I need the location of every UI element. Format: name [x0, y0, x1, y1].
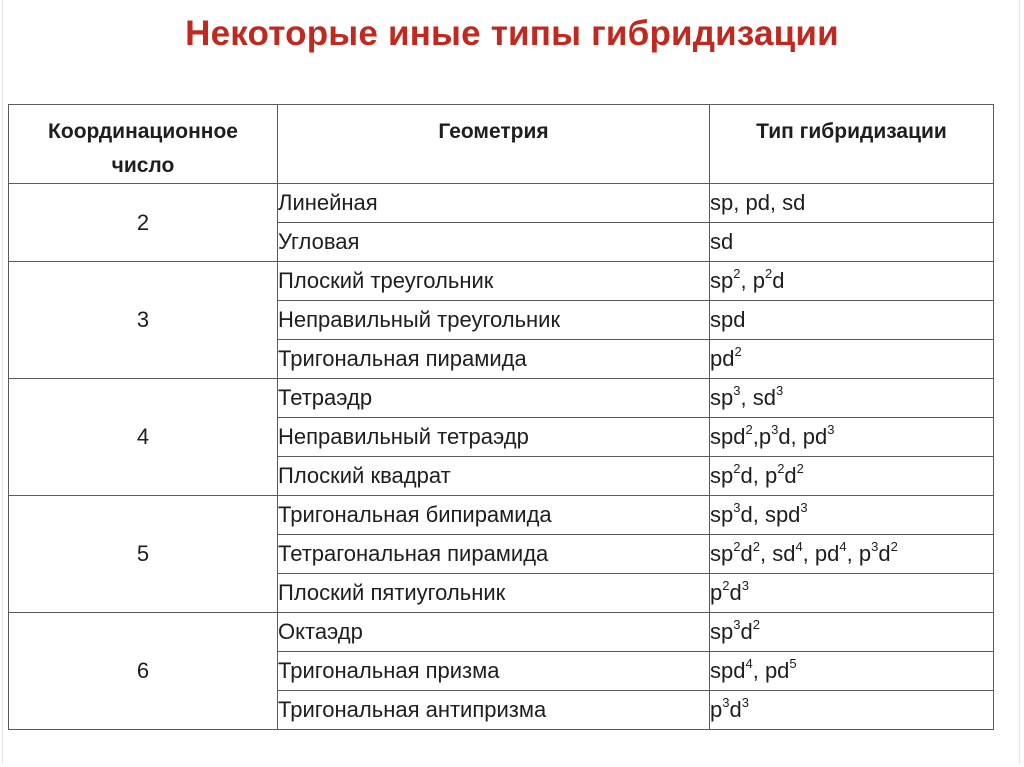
- geometry-cell: Плоский треугольник: [278, 262, 710, 301]
- hybridization-text: , sd: [740, 385, 776, 410]
- geometry-cell: Тетраэдр: [278, 379, 710, 418]
- hybridization-text: sp: [710, 385, 734, 410]
- hybridization-text: spd: [710, 307, 746, 332]
- hybridization-text: ,p: [752, 424, 772, 449]
- hybridization-type-cell: [710, 301, 994, 340]
- slide-title: Некоторые иные типы гибридизации: [185, 14, 839, 53]
- hybridization-text: , pd: [752, 658, 790, 683]
- hybridization-superscript: 2: [745, 421, 753, 437]
- table-row: [9, 496, 994, 535]
- hybridization-superscript: 2: [733, 265, 741, 281]
- coordination-number-cell: 4: [9, 379, 278, 496]
- hybridization-text: , pd: [802, 541, 840, 566]
- table-row: [9, 613, 994, 652]
- table-header-row: [9, 105, 994, 184]
- header-coordination-number: Координационное число: [9, 105, 278, 184]
- geometry-cell: Тригональная призма: [278, 652, 710, 691]
- hybridization-text: p: [710, 580, 723, 605]
- hybridization-text: d: [784, 463, 797, 488]
- hybridization-text: sp: [710, 619, 734, 644]
- hybridization-superscript: 3: [771, 421, 779, 437]
- geometry-cell: Неправильный тетраэдр: [278, 418, 710, 457]
- hybridization-text: d: [729, 580, 742, 605]
- hybridization-type-cell: [710, 262, 994, 301]
- hybridization-text: , p: [740, 268, 765, 293]
- hybridization-text: sp: [710, 463, 734, 488]
- hybridization-text: p: [710, 697, 723, 722]
- hybridization-type-cell: [710, 613, 994, 652]
- hybridization-superscript: 3: [741, 577, 749, 593]
- hybridization-type-cell: [710, 652, 994, 691]
- hybridization-superscript: 3: [733, 499, 741, 515]
- geometry-cell: Тригональная пирамида: [278, 340, 710, 379]
- hybridization-superscript: 2: [796, 460, 804, 476]
- hybridization-superscript: 2: [734, 343, 742, 359]
- geometry-cell: Тригональная бипирамида: [278, 496, 710, 535]
- hybridization-type-cell: [710, 340, 994, 379]
- coordination-number-cell: 3: [9, 262, 278, 379]
- hybridization-type-cell: [710, 379, 994, 418]
- hybridization-superscript: 2: [764, 265, 773, 281]
- coordination-number-cell: 2: [9, 184, 278, 262]
- hybridization-text: d: [740, 541, 753, 566]
- geometry-cell: Октаэдр: [278, 613, 710, 652]
- hybridization-text: spd: [710, 424, 746, 449]
- hybridization-text: d: [878, 541, 891, 566]
- hybridization-superscript: 2: [752, 538, 760, 554]
- hybridization-superscript: 3: [827, 421, 835, 437]
- hybridization-text: sp: [710, 268, 734, 293]
- header-hybridization-type: Тип гибридизации: [710, 105, 994, 184]
- hybridization-superscript: 4: [795, 538, 803, 554]
- hybridization-type-cell: [710, 691, 994, 730]
- table-row: [9, 379, 994, 418]
- hybridization-superscript: 3: [722, 694, 730, 710]
- hybridization-text: d, spd: [740, 502, 801, 527]
- geometry-cell: Плоский пятиугольник: [278, 574, 710, 613]
- table-row: [9, 184, 994, 223]
- hybridization-superscript: 3: [800, 499, 808, 515]
- geometry-cell: Угловая: [278, 223, 710, 262]
- table-row: [9, 262, 994, 301]
- hybridization-superscript: 3: [775, 382, 784, 398]
- geometry-cell: Тригональная антипризма: [278, 691, 710, 730]
- hybridization-superscript: 3: [741, 694, 749, 710]
- hybridization-text: spd: [710, 658, 746, 683]
- header-geometry: Геометрия: [278, 105, 710, 184]
- hybridization-superscript: 2: [890, 538, 898, 554]
- hybridization-superscript: 3: [733, 382, 741, 398]
- hybridization-superscript: 2: [733, 460, 741, 476]
- hybridization-text: pd: [710, 346, 735, 371]
- hybridization-text: d: [772, 268, 785, 293]
- hybridization-text: d: [729, 697, 742, 722]
- hybridization-text: sp: [710, 502, 734, 527]
- hybridization-text: , sd: [759, 541, 796, 566]
- geometry-cell: Плоский квадрат: [278, 457, 710, 496]
- table-body: [9, 184, 994, 730]
- hybridization-text: sp: [710, 541, 734, 566]
- hybridization-superscript: 2: [722, 577, 730, 593]
- hybridization-superscript: 4: [745, 655, 753, 671]
- hybridization-superscript: 3: [733, 616, 741, 632]
- table-container: [8, 104, 993, 721]
- hybridization-superscript: 2: [777, 460, 785, 476]
- hybridization-superscript: 2: [733, 538, 741, 554]
- hybridization-superscript: 5: [789, 655, 797, 671]
- hybridization-superscript: 4: [839, 538, 847, 554]
- geometry-cell: Линейная: [278, 184, 710, 223]
- hybridization-superscript: 2: [752, 616, 760, 632]
- hybridization-type-cell: [710, 418, 994, 457]
- hybridization-type-cell: [710, 223, 994, 262]
- coordination-number-cell: 6: [9, 613, 278, 730]
- hybridization-superscript: 3: [871, 538, 879, 554]
- hybridization-text: , p: [846, 541, 872, 566]
- hybridization-type-cell: [710, 535, 994, 574]
- hybridization-text: sd: [710, 229, 734, 254]
- hybridization-text: d: [740, 619, 753, 644]
- hybridization-type-cell: [710, 457, 994, 496]
- coordination-number-cell: 5: [9, 496, 278, 613]
- hybridization-type-cell: [710, 184, 994, 223]
- hybridization-text: d, pd: [778, 424, 828, 449]
- hybridization-text: sp, pd, sd: [710, 190, 806, 215]
- hybridization-table: [8, 104, 994, 730]
- hybridization-type-cell: [710, 496, 994, 535]
- geometry-cell: Неправильный треугольник: [278, 301, 710, 340]
- hybridization-text: d, p: [740, 463, 778, 488]
- hybridization-type-cell: [710, 574, 994, 613]
- geometry-cell: Тетрагональная пирамида: [278, 535, 710, 574]
